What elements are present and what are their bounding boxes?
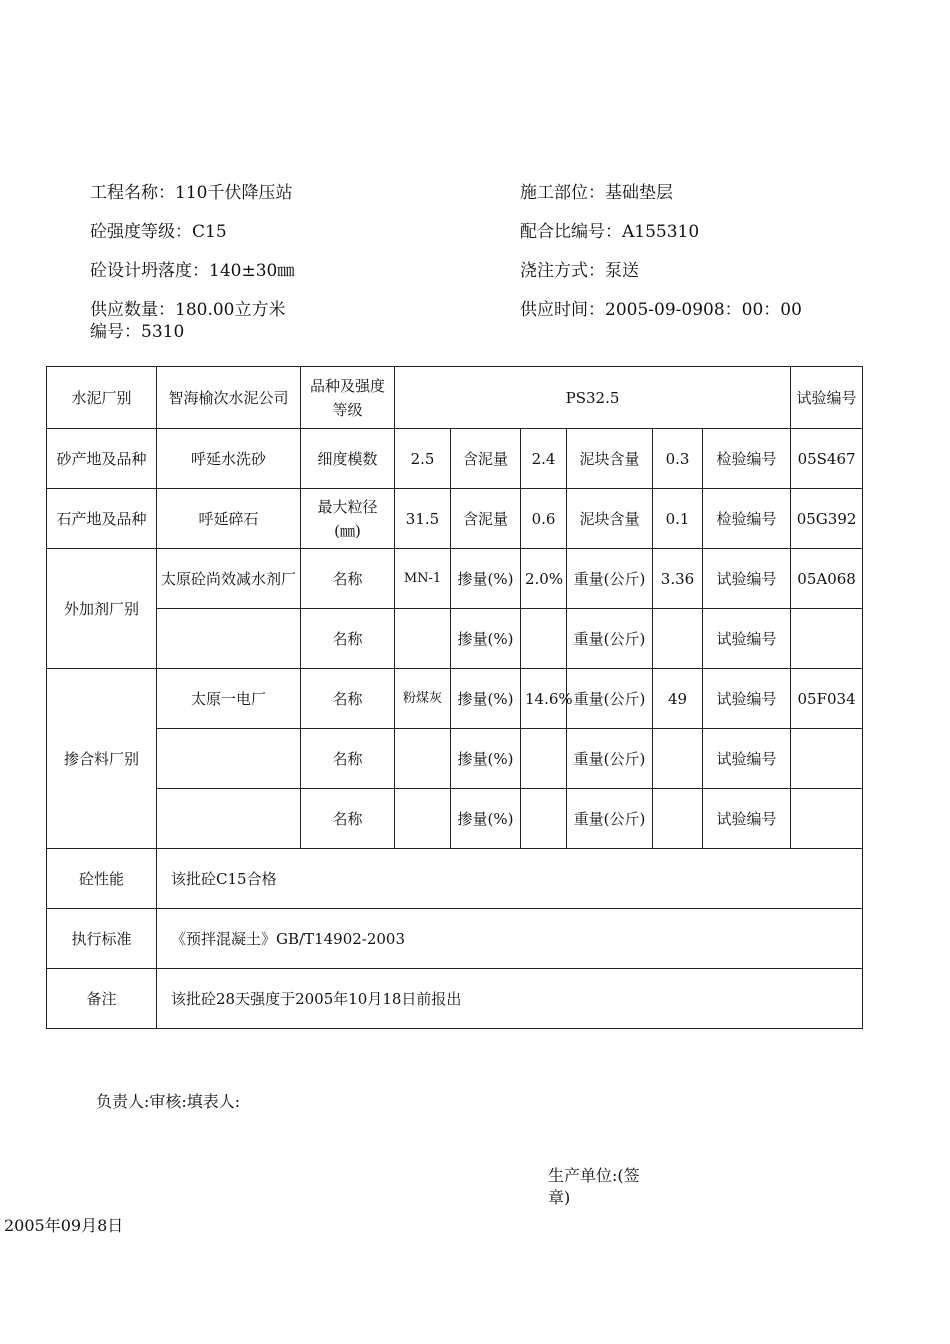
blend-dose-label: 掺量(%) xyxy=(451,669,521,729)
sand-test-label: 检验编号 xyxy=(703,429,791,489)
blend-factory xyxy=(157,729,301,789)
table-row xyxy=(47,789,863,849)
blend-test-label: 试验编号 xyxy=(703,729,791,789)
blend-test-no xyxy=(791,729,863,789)
blend-test-label: 试验编号 xyxy=(703,789,791,849)
construction-part: 施工部位：基础垫层 xyxy=(520,183,673,203)
sand-modulus: 2.5 xyxy=(395,429,451,489)
table-row xyxy=(47,729,863,789)
admixture-test-label: 试验编号 xyxy=(703,549,791,609)
blend-dose-label: 掺量(%) xyxy=(451,729,521,789)
cement-grade: PS32.5 xyxy=(395,367,791,429)
admixture-factory: 太原砼尚效减水剂厂 xyxy=(157,549,301,609)
serial-number: 编号：5310 xyxy=(90,322,185,342)
sand-label: 砂产地及品种 xyxy=(47,429,157,489)
cement-label: 水泥厂别 xyxy=(47,367,157,429)
stone-mud-label: 含泥量 xyxy=(451,489,521,549)
blend-test-no xyxy=(791,789,863,849)
table-row xyxy=(47,909,863,969)
mix-ratio-no: 配合比编号：A155310 xyxy=(520,222,700,242)
admixture-name-label: 名称 xyxy=(301,609,395,669)
blend-factory xyxy=(157,789,301,849)
admixture-test-no xyxy=(791,609,863,669)
sand-modulus-label: 细度模数 xyxy=(301,429,395,489)
blend-weight-label: 重量(公斤) xyxy=(567,789,653,849)
blend-name-label: 名称 xyxy=(301,729,395,789)
sand-mud-label: 含泥量 xyxy=(451,429,521,489)
admixture-name xyxy=(395,609,451,669)
producer-seal: 生产单位:(签章) xyxy=(548,1166,640,1207)
table-row xyxy=(47,489,863,549)
admixture-dose xyxy=(521,609,567,669)
admixture-weight: 3.36 xyxy=(653,549,703,609)
blend-weight xyxy=(653,729,703,789)
pour-method: 浇注方式：泵送 xyxy=(520,261,639,281)
blend-dose xyxy=(521,729,567,789)
blend-weight: 49 xyxy=(653,669,703,729)
remark-value: 该批砼28天强度于2005年10月18日前报出 xyxy=(157,969,863,1029)
blend-weight-label: 重量(公斤) xyxy=(567,669,653,729)
table-row xyxy=(47,669,863,729)
stone-test-label: 检验编号 xyxy=(703,489,791,549)
blend-name-label: 名称 xyxy=(301,789,395,849)
blend-dose xyxy=(521,789,567,849)
report-date: 2005年09月8日 xyxy=(4,1216,124,1235)
standard-value: 《预拌混凝土》GB/T14902-2003 xyxy=(157,909,863,969)
admixture-factory xyxy=(157,609,301,669)
table-row xyxy=(47,549,863,609)
cement-test-label: 试验编号 xyxy=(791,367,863,429)
slump: 砼设计坍落度：140±30㎜ xyxy=(90,261,295,281)
admixture-name: MN-1 xyxy=(395,549,451,609)
table-row xyxy=(47,429,863,489)
supply-quantity: 供应数量：180.00立方米 xyxy=(90,300,286,320)
blend-name xyxy=(395,789,451,849)
admixture-weight-label: 重量(公斤) xyxy=(567,609,653,669)
blend-test-no: 05F034 xyxy=(791,669,863,729)
table-row xyxy=(47,367,863,429)
admixture-test-no: 05A068 xyxy=(791,549,863,609)
admixture-dose-label: 掺量(%) xyxy=(451,549,521,609)
blend-dose-label: 掺量(%) xyxy=(451,789,521,849)
signature-line: 负责人:审核:填表人: xyxy=(96,1092,241,1111)
performance-label: 砼性能 xyxy=(47,849,157,909)
blend-test-label: 试验编号 xyxy=(703,669,791,729)
cement-factory: 智海榆次水泥公司 xyxy=(157,367,301,429)
stone-test-no: 05G392 xyxy=(791,489,863,549)
stone-label: 石产地及品种 xyxy=(47,489,157,549)
blend-factory: 太原一电厂 xyxy=(157,669,301,729)
blend-name: 粉煤灰 xyxy=(395,669,451,729)
admixture-dose: 2.0% xyxy=(521,549,567,609)
cement-grade-label: 品种及强度等级 xyxy=(301,367,395,429)
stone-size-label: 最大粒径(㎜) xyxy=(301,489,395,549)
admixture-weight xyxy=(653,609,703,669)
strength-grade: 砼强度等级：C15 xyxy=(90,222,227,242)
blend-label: 掺合料厂别 xyxy=(47,669,157,849)
admixture-test-label: 试验编号 xyxy=(703,609,791,669)
blend-name xyxy=(395,729,451,789)
stone-origin: 呼延碎石 xyxy=(157,489,301,549)
table-row xyxy=(47,969,863,1029)
stone-mud: 0.6 xyxy=(521,489,567,549)
project-name: 工程名称：110千伏降压站 xyxy=(90,183,293,203)
supply-time: 供应时间：2005-09-0908：00：00 xyxy=(520,300,802,320)
blend-name-label: 名称 xyxy=(301,669,395,729)
admixture-weight-label: 重量(公斤) xyxy=(567,549,653,609)
admixture-label: 外加剂厂别 xyxy=(47,549,157,669)
stone-size: 31.5 xyxy=(395,489,451,549)
delivery-record-table xyxy=(46,366,863,1029)
blend-weight-label: 重量(公斤) xyxy=(567,729,653,789)
sand-lump: 0.3 xyxy=(653,429,703,489)
sand-test-no: 05S467 xyxy=(791,429,863,489)
table-row xyxy=(47,609,863,669)
admixture-dose-label: 掺量(%) xyxy=(451,609,521,669)
stone-lump: 0.1 xyxy=(653,489,703,549)
standard-label: 执行标准 xyxy=(47,909,157,969)
stone-lump-label: 泥块含量 xyxy=(567,489,653,549)
sand-origin: 呼延水洗砂 xyxy=(157,429,301,489)
remark-label: 备注 xyxy=(47,969,157,1029)
table-row xyxy=(47,849,863,909)
sand-lump-label: 泥块含量 xyxy=(567,429,653,489)
blend-dose: 14.6% xyxy=(521,669,567,729)
blend-weight xyxy=(653,789,703,849)
admixture-name-label: 名称 xyxy=(301,549,395,609)
performance-value: 该批砼C15合格 xyxy=(157,849,863,909)
sand-mud: 2.4 xyxy=(521,429,567,489)
